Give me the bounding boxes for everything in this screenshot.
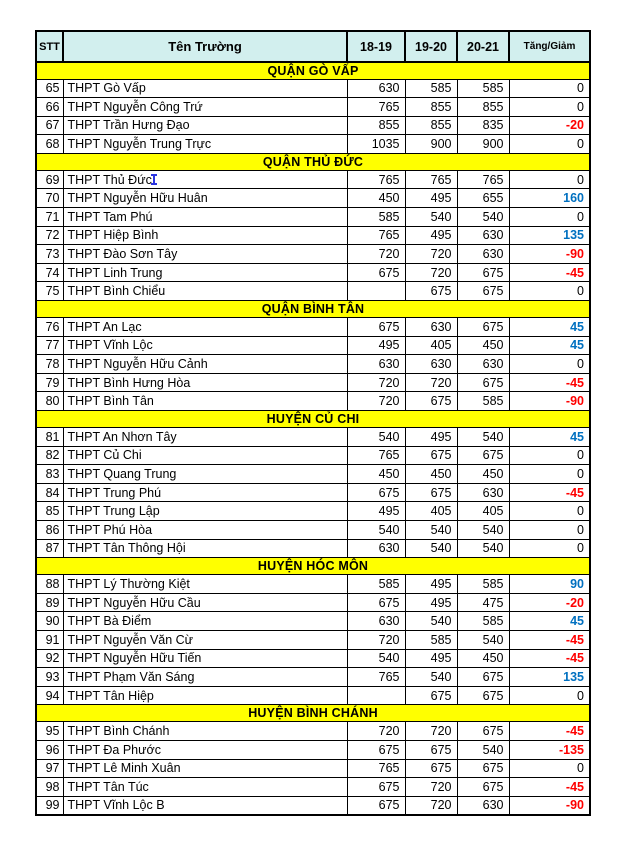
cell-score-19-20: 720	[405, 373, 457, 392]
section-title: HUYỆN BÌNH CHÁNH	[36, 705, 590, 722]
cell-school-name: THPT Bình Chiểu	[63, 282, 347, 301]
table-row	[36, 336, 590, 355]
cell-stt: 85	[36, 502, 63, 521]
cell-score-18-19	[347, 282, 405, 301]
cell-change: -90	[509, 245, 590, 264]
table-row	[36, 575, 590, 594]
cell-school-name: THPT Tam Phú	[63, 208, 347, 227]
cell-stt: 75	[36, 282, 63, 301]
cell-score-18-19: 720	[347, 722, 405, 741]
cell-change: 0	[509, 539, 590, 558]
cell-school-name: THPT Bình Hưng Hòa	[63, 373, 347, 392]
cell-school-name: THPT Nguyễn Văn Cừ	[63, 630, 347, 649]
cell-score-18-19: 765	[347, 170, 405, 189]
cell-score-20-21: 450	[457, 336, 509, 355]
cell-change: 0	[509, 502, 590, 521]
cell-school-name: THPT Lê Minh Xuân	[63, 759, 347, 778]
cell-score-20-21: 585	[457, 575, 509, 594]
table-row	[36, 98, 590, 117]
cell-score-19-20: 495	[405, 649, 457, 668]
cell-score-19-20: 675	[405, 686, 457, 705]
cell-stt: 92	[36, 649, 63, 668]
cell-school-name: THPT Tân Thông Hội	[63, 539, 347, 558]
cell-stt: 82	[36, 446, 63, 465]
section-title: HUYỆN CỦ CHI	[36, 411, 590, 428]
cell-stt: 91	[36, 630, 63, 649]
cell-change: 0	[509, 355, 590, 374]
cell-stt: 86	[36, 520, 63, 539]
cell-score-18-19: 720	[347, 245, 405, 264]
cell-change: 0	[509, 208, 590, 227]
cell-score-20-21: 675	[457, 318, 509, 337]
cell-score-19-20: 540	[405, 668, 457, 687]
cell-change: 0	[509, 686, 590, 705]
cell-score-20-21: 450	[457, 465, 509, 484]
cell-change: 90	[509, 575, 590, 594]
cell-score-19-20: 630	[405, 318, 457, 337]
cell-score-20-21: 630	[457, 796, 509, 815]
cell-change: 0	[509, 170, 590, 189]
cell-score-19-20: 585	[405, 630, 457, 649]
cell-change: 0	[509, 79, 590, 98]
cell-stt: 74	[36, 263, 63, 282]
cell-stt: 84	[36, 483, 63, 502]
cell-score-20-21: 765	[457, 170, 509, 189]
table-header	[36, 31, 590, 62]
section-title: QUẬN THỦ ĐỨC	[36, 153, 590, 170]
cell-stt: 90	[36, 612, 63, 631]
cell-score-20-21: 675	[457, 373, 509, 392]
section-title: HUYỆN HÓC MÔN	[36, 558, 590, 575]
table-row	[36, 355, 590, 374]
cell-score-19-20: 495	[405, 226, 457, 245]
cell-school-name: THPT An Lạc	[63, 318, 347, 337]
cell-score-18-19: 675	[347, 796, 405, 815]
cell-stt: 78	[36, 355, 63, 374]
cell-score-18-19: 450	[347, 465, 405, 484]
cell-change: -20	[509, 593, 590, 612]
cell-score-18-19: 720	[347, 392, 405, 411]
cell-stt: 71	[36, 208, 63, 227]
cell-stt: 95	[36, 722, 63, 741]
admission-scores-table-wrap	[35, 30, 591, 816]
admission-scores-table	[35, 30, 591, 816]
cell-score-20-21: 405	[457, 502, 509, 521]
cell-score-19-20: 540	[405, 612, 457, 631]
cell-score-20-21: 900	[457, 135, 509, 154]
cell-change: -45	[509, 630, 590, 649]
cell-score-20-21: 675	[457, 778, 509, 797]
cell-score-19-20: 585	[405, 79, 457, 98]
cell-score-20-21: 675	[457, 446, 509, 465]
cell-school-name: THPT Thủ Đức	[63, 170, 347, 189]
cell-change: 160	[509, 189, 590, 208]
cell-stt: 76	[36, 318, 63, 337]
cell-change: -45	[509, 373, 590, 392]
cell-score-20-21: 630	[457, 245, 509, 264]
cell-score-20-21: 540	[457, 630, 509, 649]
cell-school-name: THPT Bình Chánh	[63, 722, 347, 741]
section-header-row	[36, 62, 590, 79]
section-title: QUẬN GÒ VẤP	[36, 62, 590, 79]
cell-change: 45	[509, 336, 590, 355]
cell-school-name: THPT Quang Trung	[63, 465, 347, 484]
cell-score-18-19: 1035	[347, 135, 405, 154]
cell-score-18-19: 450	[347, 189, 405, 208]
cell-stt: 73	[36, 245, 63, 264]
cell-school-name: THPT Nguyễn Hữu Cầu	[63, 593, 347, 612]
table-row	[36, 593, 590, 612]
cell-score-19-20: 675	[405, 446, 457, 465]
cell-score-18-19: 765	[347, 759, 405, 778]
cell-score-18-19: 765	[347, 98, 405, 117]
cell-score-18-19: 585	[347, 575, 405, 594]
cell-score-20-21: 540	[457, 428, 509, 447]
cell-school-name: THPT Đa Phước	[63, 740, 347, 759]
cell-change: -45	[509, 649, 590, 668]
cell-score-20-21: 540	[457, 520, 509, 539]
cell-score-18-19	[347, 686, 405, 705]
table-row	[36, 465, 590, 484]
cell-school-name: THPT Phú Hòa	[63, 520, 347, 539]
cell-score-18-19: 540	[347, 520, 405, 539]
cell-score-18-19: 495	[347, 502, 405, 521]
cell-score-19-20: 675	[405, 759, 457, 778]
cell-score-20-21: 855	[457, 98, 509, 117]
cell-score-18-19: 675	[347, 318, 405, 337]
text-cursor-icon	[150, 173, 158, 186]
cell-score-19-20: 405	[405, 502, 457, 521]
table-row	[36, 79, 590, 98]
table-row	[36, 245, 590, 264]
cell-change: 135	[509, 668, 590, 687]
cell-score-19-20: 495	[405, 575, 457, 594]
table-row	[36, 539, 590, 558]
cell-stt: 80	[36, 392, 63, 411]
cell-stt: 66	[36, 98, 63, 117]
cell-stt: 99	[36, 796, 63, 815]
cell-change: 0	[509, 98, 590, 117]
cell-score-19-20: 540	[405, 520, 457, 539]
cell-score-20-21: 675	[457, 722, 509, 741]
cell-school-name: THPT Gò Vấp	[63, 79, 347, 98]
cell-score-19-20: 675	[405, 740, 457, 759]
column-header-20-21: 20-21	[457, 31, 509, 62]
cell-score-20-21: 675	[457, 759, 509, 778]
cell-score-18-19: 630	[347, 79, 405, 98]
column-header-ten-truong: Tên Trường	[63, 31, 347, 62]
cell-stt: 67	[36, 116, 63, 135]
cell-school-name: THPT Hiệp Bình	[63, 226, 347, 245]
cell-stt: 98	[36, 778, 63, 797]
cell-school-name: THPT Vĩnh Lộc	[63, 336, 347, 355]
cell-score-19-20: 630	[405, 355, 457, 374]
table-row	[36, 428, 590, 447]
table-row	[36, 263, 590, 282]
cell-school-name: THPT Bà Điểm	[63, 612, 347, 631]
cell-change: 0	[509, 759, 590, 778]
cell-change: 0	[509, 520, 590, 539]
cell-score-18-19: 675	[347, 778, 405, 797]
cell-score-19-20: 450	[405, 465, 457, 484]
cell-change: 0	[509, 465, 590, 484]
cell-score-19-20: 720	[405, 245, 457, 264]
cell-school-name: THPT Tân Hiệp	[63, 686, 347, 705]
cell-change: -45	[509, 483, 590, 502]
cell-change: -45	[509, 722, 590, 741]
cell-change: -45	[509, 778, 590, 797]
cell-score-20-21: 585	[457, 612, 509, 631]
cell-score-20-21: 675	[457, 668, 509, 687]
cell-score-19-20: 540	[405, 539, 457, 558]
cell-stt: 93	[36, 668, 63, 687]
cell-change: 0	[509, 282, 590, 301]
cell-score-20-21: 630	[457, 226, 509, 245]
cell-change: 0	[509, 446, 590, 465]
cell-school-name: THPT Nguyễn Công Trứ	[63, 98, 347, 117]
cell-school-name: THPT Tân Túc	[63, 778, 347, 797]
cell-score-20-21: 835	[457, 116, 509, 135]
table-row	[36, 318, 590, 337]
table-row	[36, 373, 590, 392]
cell-score-18-19: 675	[347, 263, 405, 282]
cell-school-name: THPT Trung Lập	[63, 502, 347, 521]
cell-score-18-19: 765	[347, 226, 405, 245]
cell-school-name: THPT Trung Phú	[63, 483, 347, 502]
cell-score-18-19: 495	[347, 336, 405, 355]
table-row	[36, 226, 590, 245]
cell-school-name: THPT An Nhơn Tây	[63, 428, 347, 447]
cell-change: 45	[509, 428, 590, 447]
cell-score-20-21: 450	[457, 649, 509, 668]
cell-score-20-21: 675	[457, 686, 509, 705]
cell-school-name: THPT Đào Sơn Tây	[63, 245, 347, 264]
cell-score-18-19: 675	[347, 483, 405, 502]
cell-stt: 65	[36, 79, 63, 98]
cell-change: 45	[509, 612, 590, 631]
cell-score-19-20: 720	[405, 722, 457, 741]
cell-school-name: THPT Nguyễn Hữu Cảnh	[63, 355, 347, 374]
cell-score-18-19: 765	[347, 668, 405, 687]
cell-score-20-21: 585	[457, 79, 509, 98]
header-row	[36, 31, 590, 62]
cell-school-name: THPT Linh Trung	[63, 263, 347, 282]
cell-stt: 72	[36, 226, 63, 245]
table-row	[36, 116, 590, 135]
table-row	[36, 483, 590, 502]
cell-school-name: THPT Củ Chi	[63, 446, 347, 465]
cell-score-19-20: 720	[405, 778, 457, 797]
cell-stt: 83	[36, 465, 63, 484]
table-row	[36, 170, 590, 189]
cell-score-18-19: 720	[347, 373, 405, 392]
table-row	[36, 740, 590, 759]
cell-score-19-20: 855	[405, 116, 457, 135]
table-row	[36, 135, 590, 154]
table-row	[36, 502, 590, 521]
cell-stt: 87	[36, 539, 63, 558]
cell-score-20-21: 675	[457, 263, 509, 282]
table-body	[36, 62, 590, 815]
cell-stt: 96	[36, 740, 63, 759]
cell-score-19-20: 720	[405, 263, 457, 282]
cell-score-19-20: 495	[405, 189, 457, 208]
cell-stt: 89	[36, 593, 63, 612]
table-row	[36, 649, 590, 668]
cell-score-20-21: 630	[457, 355, 509, 374]
cell-change: 0	[509, 135, 590, 154]
cell-score-19-20: 495	[405, 428, 457, 447]
table-row	[36, 520, 590, 539]
table-row	[36, 668, 590, 687]
cell-score-20-21: 585	[457, 392, 509, 411]
cell-score-19-20: 855	[405, 98, 457, 117]
cell-score-20-21: 675	[457, 282, 509, 301]
cell-school-name: THPT Nguyễn Hữu Huân	[63, 189, 347, 208]
cell-school-name: THPT Vĩnh Lộc B	[63, 796, 347, 815]
cell-score-20-21: 540	[457, 208, 509, 227]
cell-score-20-21: 540	[457, 539, 509, 558]
cell-score-18-19: 540	[347, 649, 405, 668]
cell-stt: 81	[36, 428, 63, 447]
cell-stt: 94	[36, 686, 63, 705]
cell-score-19-20: 720	[405, 796, 457, 815]
cell-change: -45	[509, 263, 590, 282]
table-row	[36, 282, 590, 301]
cell-score-18-19: 855	[347, 116, 405, 135]
cell-school-name: THPT Nguyễn Trung Trực	[63, 135, 347, 154]
cell-change: -90	[509, 392, 590, 411]
cell-score-18-19: 540	[347, 428, 405, 447]
cell-stt: 69	[36, 170, 63, 189]
column-header-tang-giam: Tăng/Giảm	[509, 31, 590, 62]
table-row	[36, 392, 590, 411]
cell-stt: 88	[36, 575, 63, 594]
table-row	[36, 759, 590, 778]
table-row	[36, 612, 590, 631]
cell-score-19-20: 765	[405, 170, 457, 189]
cell-score-19-20: 675	[405, 392, 457, 411]
section-title: QUẬN BÌNH TÂN	[36, 301, 590, 318]
cell-score-18-19: 720	[347, 630, 405, 649]
cell-score-18-19: 630	[347, 355, 405, 374]
cell-score-18-19: 630	[347, 612, 405, 631]
cell-score-18-19: 675	[347, 740, 405, 759]
cell-stt: 68	[36, 135, 63, 154]
cell-change: -20	[509, 116, 590, 135]
section-header-row	[36, 705, 590, 722]
cell-score-19-20: 675	[405, 483, 457, 502]
cell-stt: 77	[36, 336, 63, 355]
table-row	[36, 686, 590, 705]
cell-change: 45	[509, 318, 590, 337]
cell-school-name: THPT Bình Tân	[63, 392, 347, 411]
table-row	[36, 208, 590, 227]
table-row	[36, 796, 590, 815]
cell-score-20-21: 540	[457, 740, 509, 759]
cell-score-20-21: 655	[457, 189, 509, 208]
section-header-row	[36, 153, 590, 170]
cell-score-19-20: 540	[405, 208, 457, 227]
cell-change: -135	[509, 740, 590, 759]
section-header-row	[36, 301, 590, 318]
cell-stt: 79	[36, 373, 63, 392]
cell-score-19-20: 675	[405, 282, 457, 301]
table-row	[36, 446, 590, 465]
cell-change: -90	[509, 796, 590, 815]
cell-score-18-19: 630	[347, 539, 405, 558]
cell-score-20-21: 475	[457, 593, 509, 612]
cell-change: 135	[509, 226, 590, 245]
cell-school-name: THPT Phạm Văn Sáng	[63, 668, 347, 687]
cell-score-18-19: 585	[347, 208, 405, 227]
table-row	[36, 189, 590, 208]
cell-score-19-20: 900	[405, 135, 457, 154]
cell-school-name: THPT Nguyễn Hữu Tiến	[63, 649, 347, 668]
column-header-18-19: 18-19	[347, 31, 405, 62]
column-header-stt: STT	[36, 31, 63, 62]
cell-score-19-20: 495	[405, 593, 457, 612]
table-row	[36, 630, 590, 649]
section-header-row	[36, 411, 590, 428]
table-row	[36, 778, 590, 797]
table-row	[36, 722, 590, 741]
cell-stt: 70	[36, 189, 63, 208]
cell-school-name: THPT Trần Hưng Đạo	[63, 116, 347, 135]
cell-score-18-19: 675	[347, 593, 405, 612]
cell-stt: 97	[36, 759, 63, 778]
column-header-19-20: 19-20	[405, 31, 457, 62]
cell-score-19-20: 405	[405, 336, 457, 355]
cell-score-20-21: 630	[457, 483, 509, 502]
cell-score-18-19: 765	[347, 446, 405, 465]
cell-school-name: THPT Lý Thường Kiệt	[63, 575, 347, 594]
section-header-row	[36, 558, 590, 575]
